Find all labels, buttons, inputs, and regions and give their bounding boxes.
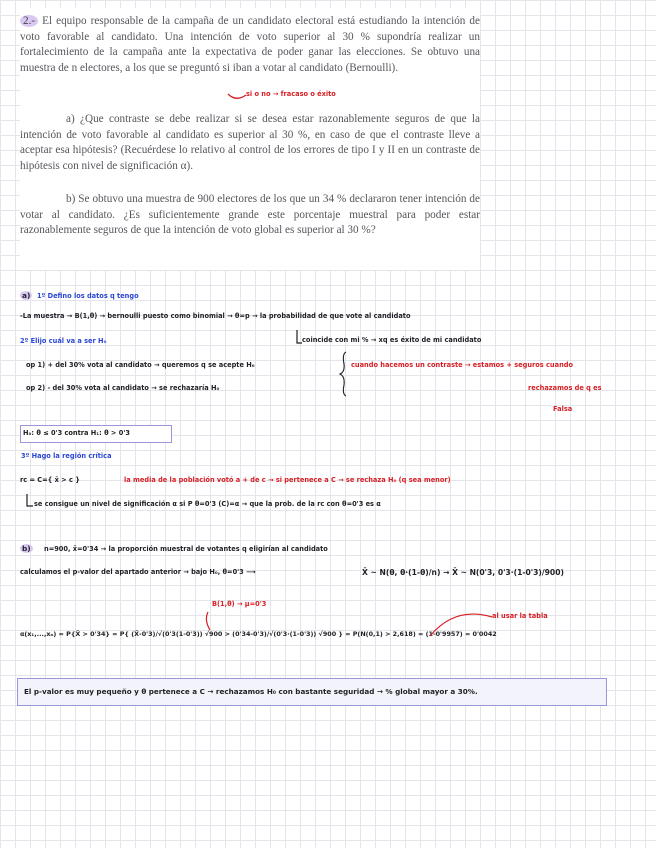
part-a-label: a) <box>22 291 31 300</box>
bernoulli-note: si o no → fracaso o éxito <box>246 90 336 98</box>
part-a-step3: 3º Hago la región crítica <box>21 452 112 460</box>
problem-number: 2.- <box>20 15 38 27</box>
part-b-data: n=900, x̄=0'34 → la proporción muestral de votantes q eligirían al candidato <box>44 545 328 553</box>
part-a-option2: op 2) - del 30% vota al candidato → se rechazaría H₀ <box>26 384 220 392</box>
problem-intro: 2.- El equipo responsable de la campaña de un candidato electoral está estudiando la intención de voto favorable al candidato. Una intención de voto superior al 30 % supondría realizar un fortalecimiento de la campaña ante la expectativa de poder ganar las elecciones. Se obtuvo una muestra de n electores, a los que se preguntó si iban a votar al candidato (Bernoulli). <box>20 15 480 74</box>
part-a-step2: 2º Elijo cuál va a ser H₀ <box>20 337 107 345</box>
part-a-red-note-3: Falsa <box>553 405 573 413</box>
p-value-calculation: α(x₁,...,xₙ) = P{X̄ > 0'34} = P{ (X̄-0'3)/√(0'3(1-0'3)) √900 > (0'34-0'3)/√(0'3·(1-0'3)) √900 } = P(N(0,1) > 2,618) = (1-0'9957) = 0'0042 <box>20 630 497 638</box>
bernoulli-mean-note: B(1,θ) → μ=0'3 <box>212 600 267 608</box>
part-b-pvalue-intro: calculamos el p-valor del apartado anterior → bajo H₀, θ=0'3 ⟶ <box>20 568 256 576</box>
hypothesis-text: H₀: θ ≤ 0'3 contra H₁: θ > 0'3 <box>23 429 130 437</box>
part-b-label: b) <box>22 544 31 553</box>
significance-line: se consigue un nivel de significación α si P θ=0'3 (C)=α → que la prob. de la rc con θ=0'3 es α <box>34 500 381 508</box>
table-note: al usar la tabla <box>492 612 548 620</box>
problem-part-b: b) Se obtuvo una muestra de 900 electores de los que un 34 % declararon tener intención de votar al candidato. ¿Es suficientemente grande este porcentaje muestral para poder estar razonablemente seguros de que la intención de voto global es superior al 30 %? <box>20 193 480 237</box>
critical-region-note: la media de la población votó a + de c → si pertenece a C → se rechaza H₀ (q sea menor) <box>124 476 451 484</box>
problem-part-a: a) ¿Que contraste se debe realizar si se desea estar razonablemente seguros de que la intención de voto favorable al candidato es superior al 30 %, en caso de que el contraste lleve a aceptar esa hipótesis? (Recuérdese lo relativo al control de los errores de tipo I y II en un contraste de hipótesis con nivel de significación α). <box>20 113 480 172</box>
critical-region: rc = C={ x̄ > c } <box>20 476 80 484</box>
part-a-coincide-note: coincide con mi % → xq es éxito de mi candidato <box>302 336 482 344</box>
part-a-step1: 1º Defino los datos q tengo <box>37 292 139 300</box>
part-a-option1: op 1) + del 30% vota al candidato → queremos q se acepte H₀ <box>26 361 255 369</box>
sampling-distribution: X̄ ~ N(θ, θ·(1-θ)/n) → X̄ ~ N(0'3, 0'3·(1-0'3)/900) <box>362 568 564 577</box>
part-a-red-note-1: cuando hacemos un contraste → estamos + seguros cuando <box>351 361 574 369</box>
part-a-red-note-2: rechazamos de q es <box>528 384 602 392</box>
conclusion-text: El p-valor es muy pequeño y θ pertenece a C → rechazamos H₀ con bastante seguridad → % global mayor a 30%. <box>24 687 478 696</box>
part-a-sample-line: -La muestra → B(1,θ) → bernoulli puesto como binomial → θ=p → la probabilidad de que vote al candidato <box>20 312 411 320</box>
